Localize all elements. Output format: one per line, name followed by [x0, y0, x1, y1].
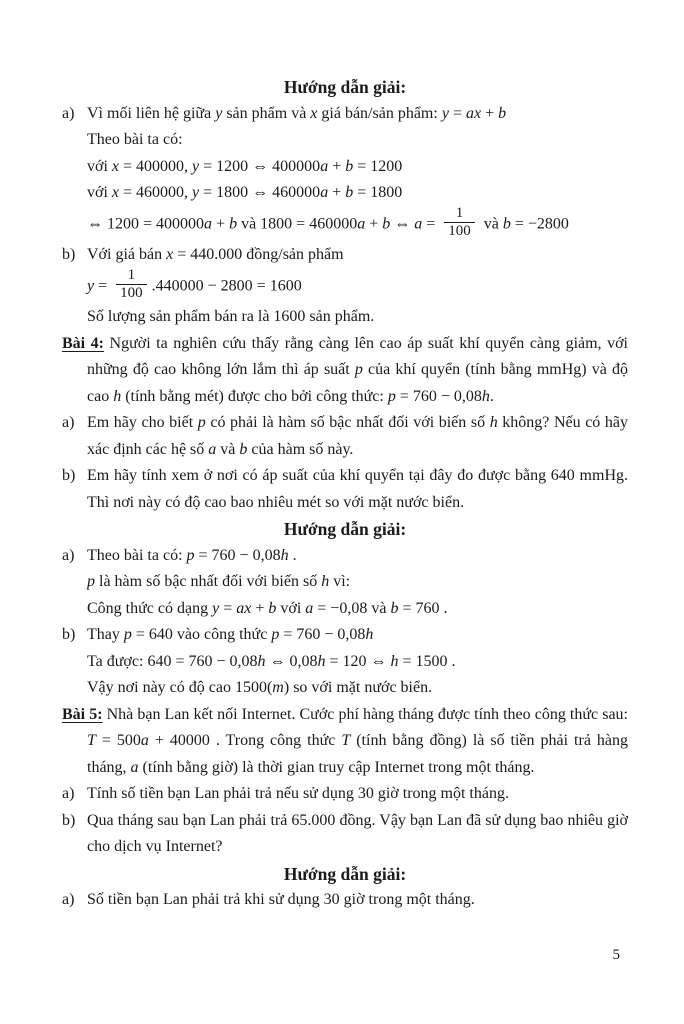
text-segment: +	[328, 184, 346, 201]
math-variable: x	[166, 246, 174, 263]
math-variable: x	[111, 157, 120, 175]
math-variable: p	[123, 626, 132, 643]
text-segment: và	[479, 214, 503, 232]
exercise-paragraph	[62, 331, 628, 411]
math-variable: h	[365, 626, 374, 643]
list-item	[62, 242, 628, 269]
exercise-label: Bài 4:	[62, 334, 104, 352]
section-heading	[62, 74, 628, 101]
math-variable: b	[498, 104, 507, 122]
text-line	[62, 675, 628, 702]
text-segment: Tính số tiền bạn Lan phải trả nếu sử dụng 30 giờ trong một tháng.	[87, 785, 509, 802]
text-segment: = 760 − 0,08	[395, 387, 482, 405]
text-segment: ⇔	[390, 214, 415, 232]
math-variable: y	[87, 276, 95, 294]
math-variable: a	[204, 214, 213, 232]
text-segment: giá bán/sản phẩm:	[317, 104, 442, 122]
text-line	[62, 649, 628, 676]
text-segment: Công thức có dạng	[87, 599, 213, 617]
math-variable: h	[321, 573, 330, 590]
text-line	[62, 127, 628, 154]
text-segment: = −2800	[510, 214, 569, 232]
text-segment: Thay	[87, 626, 124, 643]
list-item	[62, 808, 628, 861]
fraction-numerator: 1	[127, 266, 136, 283]
section-heading	[62, 861, 628, 888]
math-variable: p	[387, 387, 396, 405]
text-line	[62, 304, 628, 331]
text-segment: (tính bằng mét) được cho bởi công thức:	[121, 387, 388, 405]
fraction-numerator: 1	[455, 204, 464, 221]
text-segment: là hàm số bậc nhất đối với biến số	[95, 573, 322, 590]
text-segment: và	[216, 440, 240, 458]
math-variable: p	[354, 361, 363, 378]
math-variable: h	[481, 387, 490, 405]
list-item	[62, 410, 628, 463]
page-number: 5	[612, 947, 620, 963]
math-variable: b	[345, 184, 354, 201]
text-segment: = 1800	[353, 184, 403, 201]
math-variable: a	[414, 214, 423, 232]
text-segment: Số tiền bạn Lan phải trả khi sử dụng 30 giờ trong một tháng.	[87, 891, 475, 908]
math-variable: b	[239, 440, 248, 458]
section-heading	[62, 516, 628, 543]
math-variable: x	[310, 104, 318, 122]
text-line	[62, 596, 628, 623]
text-segment: + 40000 . Trong công thức	[148, 732, 342, 749]
text-segment: = 120 ⇔	[325, 652, 391, 670]
math-variable: ax	[236, 599, 252, 617]
text-segment: = 1800 ⇔ 460000	[199, 184, 321, 201]
list-marker: b)	[62, 811, 76, 829]
text-segment: của khí quyển (tính bằng mmHg) và độ cao	[87, 361, 628, 405]
math-variable: a	[305, 599, 314, 617]
list-marker: b)	[62, 467, 76, 484]
math-variable: a	[130, 758, 139, 776]
text-segment: Nhà bạn Lan kết nối Internet. Cước phí hàng tháng được tính theo công thức sau:	[102, 705, 628, 723]
text-segment: Hướng dẫn giải:	[283, 77, 407, 97]
text-line	[62, 180, 628, 207]
math-variable: b	[345, 157, 354, 175]
math-variable: b	[268, 599, 277, 617]
fraction	[444, 205, 475, 241]
text-segment: và 1800 = 460000	[237, 214, 358, 232]
list-item	[62, 101, 628, 128]
math-variable: a	[140, 732, 149, 749]
text-segment: với	[87, 184, 112, 201]
math-variable: x	[111, 184, 120, 201]
math-variable: p	[87, 573, 95, 590]
text-segment: = −0,08 và	[313, 599, 391, 617]
list-marker: b)	[62, 626, 76, 643]
text-segment: = 440.000 đồng/sản phẩm	[173, 246, 344, 263]
text-segment: Số lượng sản phẩm bán ra là 1600 sản phẩm.	[87, 308, 375, 325]
list-marker: a)	[62, 104, 75, 122]
text-segment: không? Nếu có hãy xác định các hệ số	[87, 414, 629, 458]
text-segment: = 760 − 0,08	[279, 626, 366, 643]
text-segment: = 1500 .	[398, 652, 456, 670]
list-item	[62, 781, 628, 808]
text-segment: .	[288, 546, 297, 564]
math-variable: T	[341, 732, 351, 749]
text-segment: vì:	[329, 573, 351, 590]
fraction	[116, 267, 147, 303]
text-segment: ⇔ 1200 = 400000	[87, 214, 205, 232]
exercise-paragraph	[62, 702, 628, 782]
math-variable: h	[489, 414, 498, 431]
math-variable: h	[113, 387, 122, 405]
math-variable: b	[382, 214, 391, 232]
text-segment: Qua tháng sau bạn Lan phải trả 65.000 đồng. Vậy bạn Lan đã sử dụng bao nhiêu giờ cho dịch vụ Internet?	[87, 811, 628, 855]
text-segment: với	[276, 599, 306, 617]
math-variable: b	[502, 214, 511, 232]
text-segment: = 400000,	[119, 157, 193, 175]
math-variable: p	[271, 626, 280, 643]
text-segment: Em hãy tính xem ở nơi có áp suất của khí quyển tại đây đo được bằng 640 mmHg. Thì nơi này có độ cao bao nhiêu mét so với mặt nước biển.	[87, 467, 628, 511]
text-segment: = 460000,	[119, 184, 193, 201]
text-segment: = 640 vào công thức	[131, 626, 272, 643]
text-segment: Theo bài ta có:	[87, 131, 183, 148]
text-segment: +	[481, 104, 499, 122]
text-segment: sản phẩm và	[222, 104, 311, 122]
text-segment: (tính bằng giờ) là thời gian truy cập Internet trong một tháng.	[138, 758, 535, 776]
text-segment: = 1200	[353, 157, 403, 175]
text-segment: Hướng dẫn giải:	[283, 519, 407, 539]
text-segment: Em hãy cho biết	[87, 414, 198, 431]
math-variable: h	[390, 652, 399, 670]
list-item	[62, 887, 628, 914]
text-segment: +	[365, 214, 383, 232]
list-marker: a)	[62, 891, 75, 908]
text-line	[62, 154, 628, 181]
text-segment: Với giá bán	[87, 246, 167, 263]
math-variable: y	[212, 599, 220, 617]
text-segment: = 500	[95, 732, 141, 749]
math-variable: b	[229, 214, 238, 232]
math-variable: h	[280, 546, 289, 564]
text-segment: +	[212, 214, 230, 232]
text-segment: =	[448, 104, 466, 122]
math-variable: p	[186, 546, 195, 564]
list-marker: a)	[62, 546, 75, 564]
text-segment: Vậy nơi này có độ cao 1500(	[87, 679, 273, 696]
text-segment: Vì mối liên hệ giữa	[87, 104, 216, 122]
math-variable: a	[320, 157, 329, 175]
text-segment: Theo bài ta có:	[87, 546, 187, 564]
list-marker: b)	[62, 246, 76, 263]
text-line	[62, 569, 628, 596]
text-segment: (tính bằng đồng) là số tiền phải trả hàng tháng,	[87, 732, 629, 776]
text-segment: ) so với mặt nước biển.	[283, 679, 433, 696]
text-segment: .440000 − 2800 = 1600	[151, 276, 302, 294]
text-segment: =	[422, 214, 440, 232]
math-variable: h	[317, 652, 326, 670]
math-variable: y	[441, 104, 449, 122]
fraction-denominator: 100	[444, 222, 475, 240]
list-item	[62, 622, 628, 649]
text-segment: Người ta nghiên cứu thấy rằng càng lên cao áp suất khí quyển càng giảm, với những độ cao không lớn lắm thì áp suất	[87, 334, 628, 378]
text-segment: =	[219, 599, 237, 617]
text-segment: = 760 − 0,08	[194, 546, 281, 564]
document-body	[62, 74, 628, 914]
list-marker: a)	[62, 414, 75, 431]
math-variable: y	[192, 157, 200, 175]
text-segment: với	[87, 157, 112, 175]
text-segment: Ta được: 640 = 760 − 0,08	[87, 652, 258, 670]
math-variable: b	[390, 599, 399, 617]
math-variable: ax	[465, 104, 482, 122]
math-variable: T	[87, 732, 96, 749]
math-variable: y	[215, 104, 223, 122]
text-segment: Hướng dẫn giải:	[283, 863, 407, 884]
fraction-denominator: 100	[116, 284, 147, 302]
math-variable: m	[272, 679, 284, 696]
math-variable: h	[257, 652, 266, 670]
text-segment: = 760 .	[398, 599, 448, 617]
math-variable: a	[208, 440, 217, 458]
text-segment: .	[489, 387, 494, 405]
text-line	[62, 266, 628, 305]
list-item	[62, 543, 628, 570]
math-variable: p	[197, 414, 206, 431]
text-segment: = 1200 ⇔ 400000	[199, 157, 321, 175]
text-line	[62, 204, 628, 243]
text-segment: có phải là hàm số bậc nhất đối với biến số	[205, 414, 490, 431]
text-segment: +	[328, 157, 346, 175]
text-segment: =	[94, 276, 112, 294]
list-marker: a)	[62, 785, 75, 802]
math-variable: y	[192, 184, 200, 201]
text-segment: của hàm số này.	[247, 440, 354, 458]
math-variable: a	[357, 214, 366, 232]
math-variable: a	[320, 184, 329, 201]
exercise-label: Bài 5:	[62, 705, 103, 723]
text-segment: +	[251, 599, 269, 617]
list-item	[62, 463, 628, 516]
text-segment: ⇔ 0,08	[265, 652, 318, 670]
